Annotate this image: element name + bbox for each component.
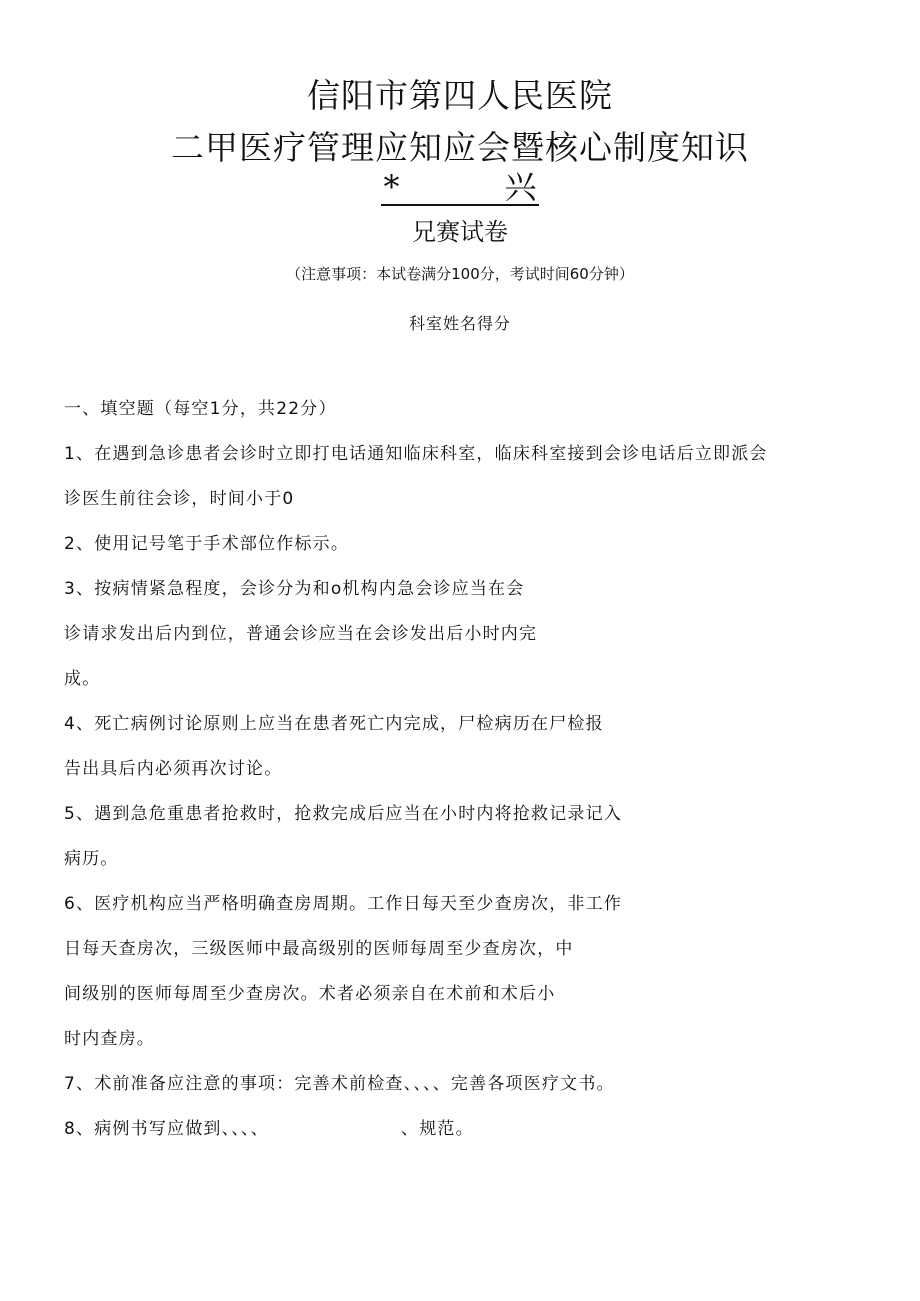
question-line: 3、按病情紧急程度，会诊分为和o机构内急会诊应当在会 <box>64 579 525 599</box>
question-line: 4、死亡病例讨论原则上应当在患者死亡内完成，尸检病历在尸检报 <box>64 714 604 734</box>
question-line: 成。 <box>64 669 101 689</box>
exam-notice: （注意事项：本试卷满分100分，考试时间60分钟） <box>286 265 634 283</box>
subtitle-underline <box>381 170 538 206</box>
hospital-name: 信阳市第四人民医院 <box>307 76 613 115</box>
question-line: 8、病例书写应做到、、、、 、规范。 <box>64 1119 474 1139</box>
question-line: 时内查房。 <box>64 1029 155 1049</box>
question-line: 告出具后内必须再次讨论。 <box>64 759 283 779</box>
question-line: 日每天查房次，三级医师中最高级别的医师每周至少查房次，中 <box>64 939 574 959</box>
question-line: 诊请求发出后内到位，普通会诊应当在会诊发出后小时内完 <box>64 624 538 644</box>
question-line: 诊医生前往会诊，时间小于0 <box>64 489 295 509</box>
paper-type: 兄赛试卷 <box>412 218 508 246</box>
question-line: 5、遇到急危重患者抢救时，抢救完成后应当在小时内将抢救记录记入 <box>64 804 623 824</box>
subtitle-right: 兴 <box>504 168 537 206</box>
question-line: 2、使用记号笔于手术部位作标示。 <box>64 534 350 554</box>
section-heading: 一、填空题（每空1分，共22分） <box>64 399 337 419</box>
subtitle-left: * <box>383 168 400 206</box>
exam-subtitle <box>0 168 920 206</box>
question-line: 间级别的医师每周至少查房次。术者必须亲自在术前和术后小 <box>64 984 556 1004</box>
info-fields: 科室姓名得分 <box>408 314 511 333</box>
question-line: 1、在遇到急诊患者会诊时立即打电话通知临床科室，临床科室接到会诊电话后立即派会 <box>64 444 768 464</box>
question-line: 6、医疗机构应当严格明确查房周期。工作日每天至少查房次，非工作 <box>64 894 623 914</box>
question-line: 7、术前准备应注意的事项：完善术前检查、、、、完善各项医疗文书。 <box>64 1074 615 1094</box>
question-line: 病历。 <box>64 849 119 869</box>
exam-title: 二甲医疗管理应知应会暨核心制度知识 <box>171 128 749 167</box>
